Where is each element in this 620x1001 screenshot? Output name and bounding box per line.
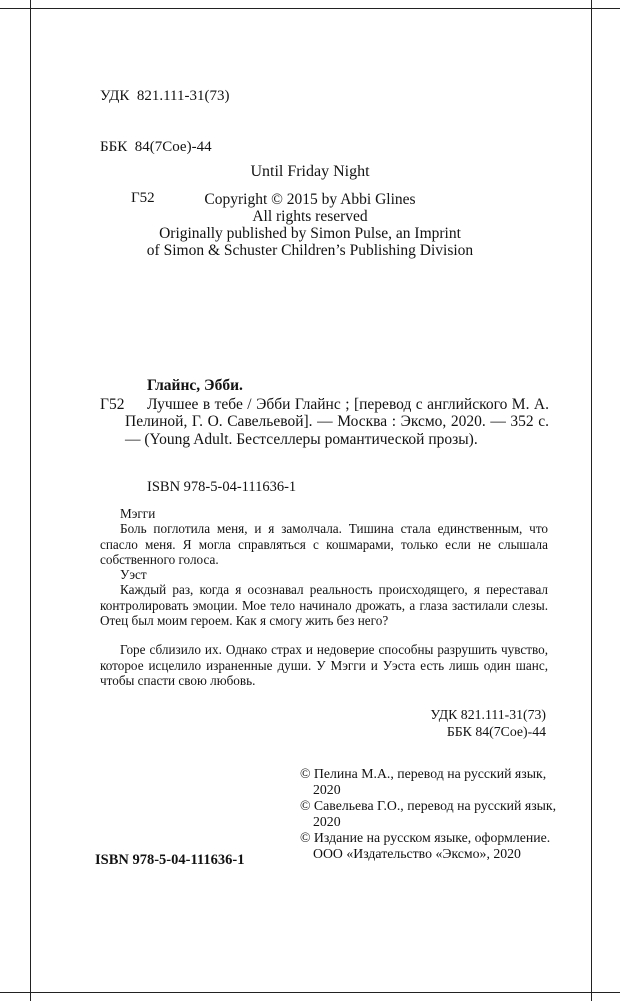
annotation-summary: Горе сблизило их. Однако страх и недоверие способны разрушить чувство, которое исцелило израненные души. У Мэгги и Уэста есть лишь один шанс, чтобы спасти свою любовь. [100,642,548,688]
frame-line-top [0,8,620,9]
annotation-west-label: Уэст [120,567,147,583]
original-rights-line: All rights reserved [252,208,368,225]
bbk-code: ББК 84(7Сое)-44 [100,139,212,155]
catalog-isbn: ISBN 978-5-04-111636-1 [147,479,297,495]
catalog-author-sign: Г52 [100,396,125,413]
copyright-item: © Издание на русском языке, оформление. ООО «Издательство «Эксмо», 2020 [300,830,551,861]
copyright-block [300,766,562,862]
copyright-item: © Савельева Г.О., перевод на русский язык, 2020 [300,798,557,829]
frame-line-bottom [0,992,620,993]
original-publisher-line-1: Originally published by Simon Pulse, an Imprint [159,225,461,242]
annotation-maggie-label: Мэгги [120,506,156,521]
frame-line-right [591,0,592,1001]
original-title: Until Friday Night [250,163,370,180]
annotation-block [100,506,548,688]
copyright-item: © Пелина М.А., перевод на русский язык, 2020 [300,766,547,797]
original-edition-block [0,163,620,259]
bottom-udk-code: УДК 821.111-31(73) [430,707,546,722]
catalog-author: Глайнс, Эбби. [147,377,243,394]
original-publisher-line-2: of Simon & Schuster Children’s Publishing Division [146,242,474,259]
annotation-maggie-text: Боль поглотила меня, и я замолчала. Тишина стала единственным, что спасло меня. Я могла справляться с кошмарами, только если не слышала собственного голоса. [100,521,548,567]
frame-line-left [30,0,31,1001]
bottom-codes-block [430,706,546,740]
author-sign-code: Г52 [131,190,155,206]
catalog-description: Лучшее в тебе / Эбби Глайнс ; [перевод с английского М. А. Пелиной, Г. О. Савельевой]. — Москва : Эксмо, 2020. — 352 с. — (Young Adult. Бестселлеры романтической прозы). [125,396,549,448]
udk-code: УДК 821.111-31(73) [100,88,230,104]
isbn-bottom: ISBN 978-5-04-111636-1 [95,852,245,868]
bottom-bbk-code: ББК 84(7Сое)-44 [446,724,546,739]
annotation-west-text: Каждый раз, когда я осознавал реальность происходящего, я переставал контролировать эмоции. Мое тело начинало дрожать, а глаза застилали слезы. Отец был моим героем. Как я смогу жить без него? [100,582,548,629]
original-copyright-line: Copyright © 2015 by Abbi Glines [204,191,416,208]
